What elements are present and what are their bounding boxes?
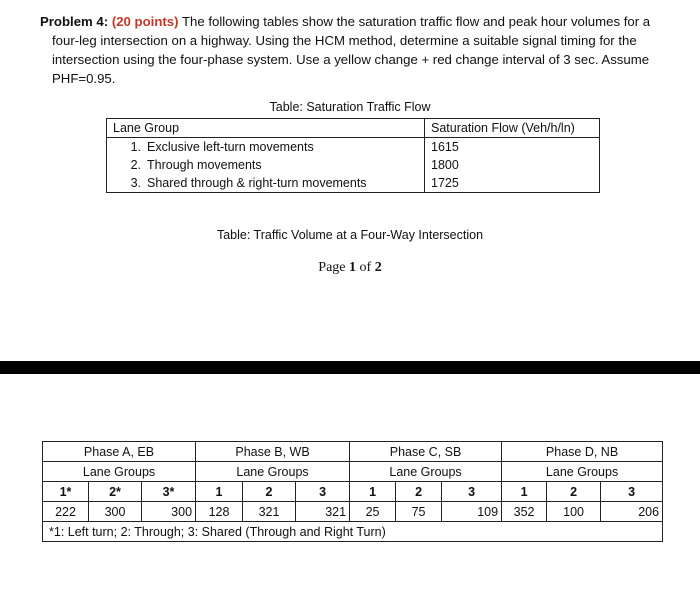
lane-number-row [43, 482, 663, 502]
volume-value: 300 [142, 502, 196, 522]
saturation-flow-table [106, 118, 600, 193]
saturation-flow-value: 1725 [425, 174, 600, 193]
volume-value: 25 [350, 502, 396, 522]
lane-groups-label: Lane Groups [350, 462, 502, 482]
lane-groups-label: Lane Groups [43, 462, 196, 482]
saturation-table-caption: Table: Saturation Traffic Flow [269, 100, 431, 114]
lane-group-cell [107, 138, 425, 157]
lane-number: 2 [547, 482, 601, 502]
lane-group-cell [107, 156, 425, 174]
header-lane-group: Lane Group [107, 119, 425, 138]
table-row [107, 156, 600, 174]
page-total: 2 [374, 260, 382, 275]
row-number: 1. [130, 140, 141, 154]
volume-value: 222 [43, 502, 89, 522]
page-divider-bar [0, 361, 700, 374]
lane-number: 1 [350, 482, 396, 502]
phase-d-header: Phase D, NB [502, 442, 663, 462]
saturation-flow-value: 1800 [425, 156, 600, 174]
traffic-volume-table [42, 441, 663, 542]
volume-value: 300 [89, 502, 142, 522]
table-row [107, 174, 600, 193]
lane-number: 2 [243, 482, 296, 502]
page-current: 1 [349, 260, 357, 275]
problem-label: Problem 4: [40, 14, 109, 29]
lane-number: 2* [89, 482, 142, 502]
page-prefix: Page [318, 260, 350, 275]
problem-line-3: intersection using the four-phase system. Use a yellow change + red change interval of 3 sec. Assume [52, 52, 650, 67]
volume-value: 100 [547, 502, 601, 522]
lane-groups-row [43, 462, 663, 482]
lane-number: 3 [601, 482, 663, 502]
lane-number: 1 [502, 482, 547, 502]
lane-group-text: Shared through & right-turn movements [147, 176, 367, 190]
lane-number: 3* [142, 482, 196, 502]
lane-number: 1 [196, 482, 243, 502]
lane-groups-label: Lane Groups [502, 462, 663, 482]
phase-b-header: Phase B, WB [196, 442, 350, 462]
lane-groups-label: Lane Groups [196, 462, 350, 482]
lane-group-note: *1: Left turn; 2: Through; 3: Shared (Through and Right Turn) [43, 522, 663, 542]
phase-header-row [43, 442, 663, 462]
header-saturation-flow: Saturation Flow (Veh/h/ln) [425, 119, 600, 138]
note-row [43, 522, 663, 542]
row-number: 2. [130, 158, 141, 172]
lane-group-cell [107, 174, 425, 193]
problem-statement [40, 12, 670, 88]
problem-line-4: PHF=0.95. [52, 71, 116, 86]
lane-number: 3 [296, 482, 350, 502]
volume-value: 128 [196, 502, 243, 522]
problem-text-1: The following tables show the saturation traffic flow and peak hour volumes for a [181, 14, 651, 29]
volume-value: 321 [243, 502, 296, 522]
lane-number: 1* [43, 482, 89, 502]
page-indicator [0, 260, 700, 276]
volume-value: 109 [442, 502, 502, 522]
lane-number: 3 [442, 482, 502, 502]
volume-value: 321 [296, 502, 350, 522]
lane-number: 2 [396, 482, 442, 502]
page-mid: of [356, 260, 375, 275]
row-number: 3. [130, 176, 141, 190]
problem-line-2: four-leg intersection on a highway. Using the HCM method, determine a suitable signal timing for the [52, 33, 637, 48]
volume-value: 206 [601, 502, 663, 522]
table-header-row [107, 119, 600, 138]
volume-value: 75 [396, 502, 442, 522]
phase-c-header: Phase C, SB [350, 442, 502, 462]
phase-a-header: Phase A, EB [43, 442, 196, 462]
volume-table-caption: Table: Traffic Volume at a Four-Way Intersection [216, 228, 484, 242]
lane-group-text: Exclusive left-turn movements [147, 140, 314, 154]
table-row [107, 138, 600, 157]
problem-points: (20 points) [111, 14, 179, 29]
saturation-flow-value: 1615 [425, 138, 600, 157]
volume-value: 352 [502, 502, 547, 522]
volume-row [43, 502, 663, 522]
problem-line-1 [40, 12, 670, 31]
lane-group-text: Through movements [147, 158, 262, 172]
